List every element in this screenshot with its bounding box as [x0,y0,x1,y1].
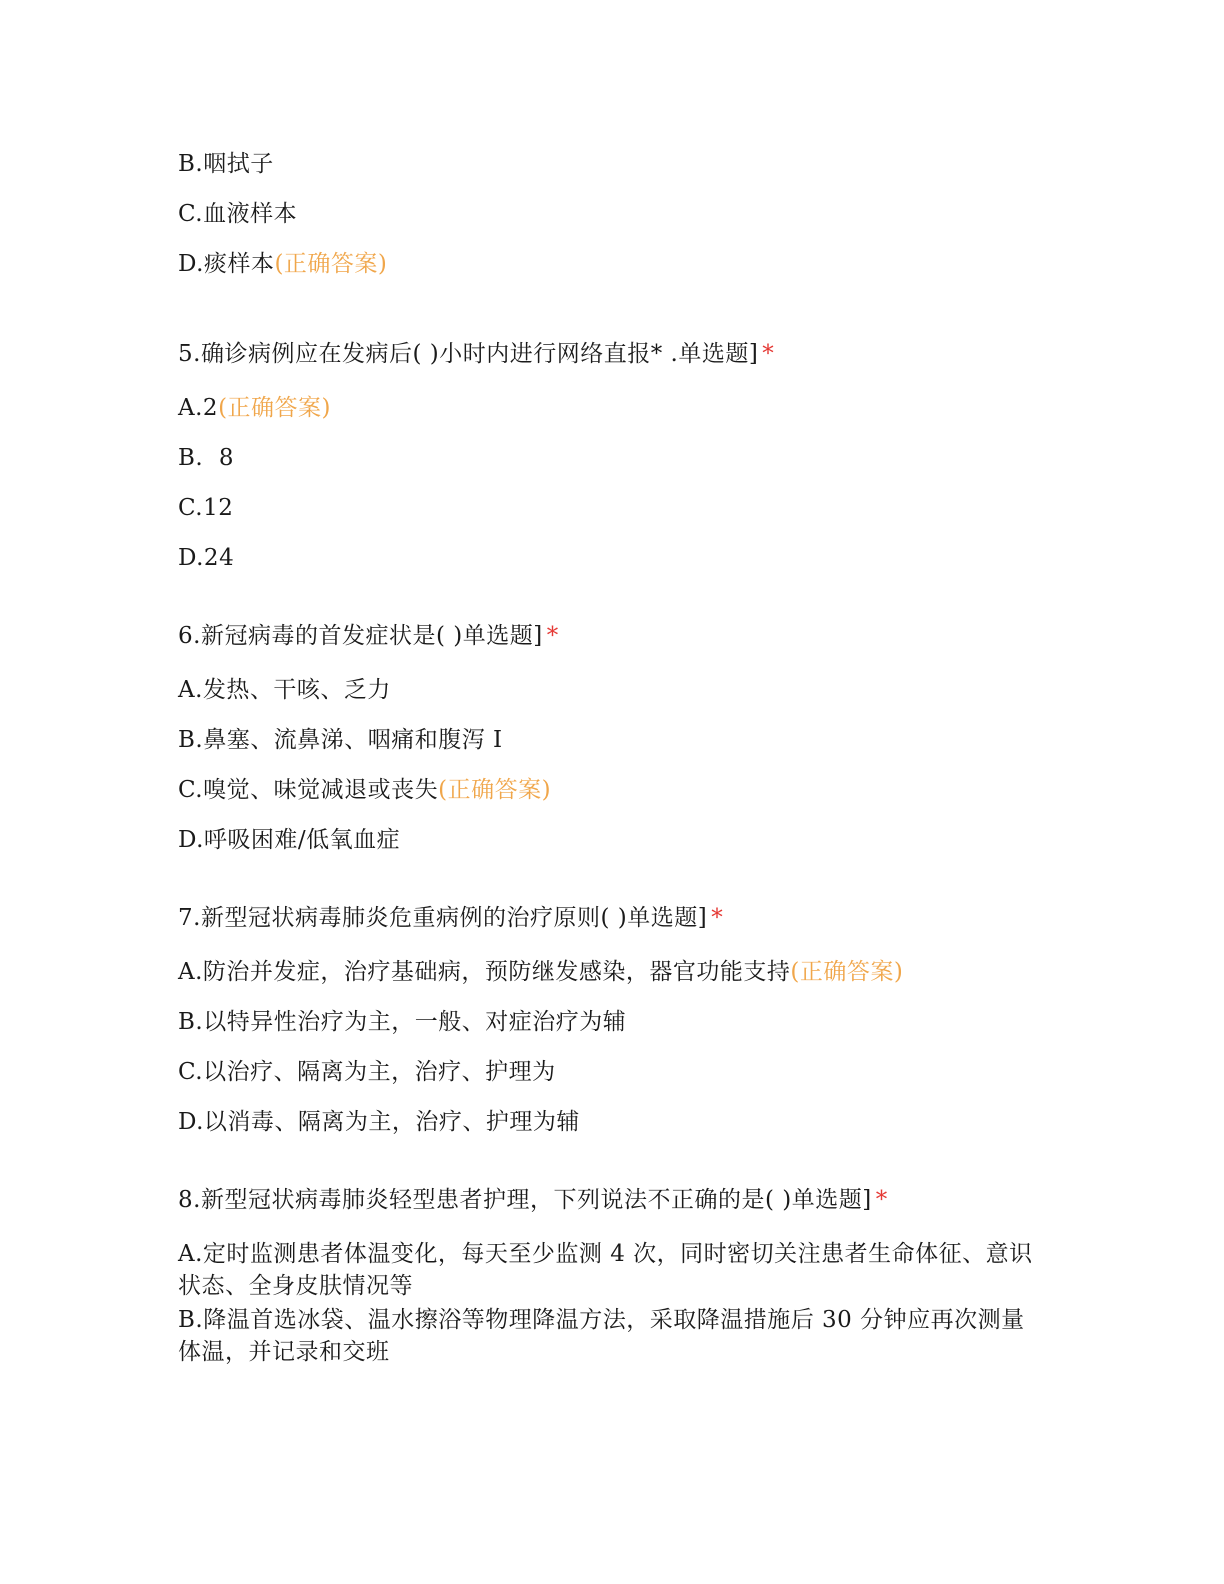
correct-answer-tag: (正确答案) [274,251,388,277]
option-8a: A.定时监测患者体温变化，每天至少监测 4 次，同时密切关注患者生命体征、意识状态、全身皮肤情况等 [178,1241,1033,1299]
option-6c: C.嗅觉、味觉减退或丧失(正确答案) [178,777,552,803]
correct-answer-tag: (正确答案) [790,959,904,985]
question-5-title: 5.确诊病例应在发病后( )小时内进行网络直报* .单选题] * [178,341,775,367]
required-star-icon: * [546,623,559,649]
required-star-icon: * [711,905,724,931]
option-6a: A.发热、干咳、乏力 [178,677,391,703]
option-7d: D.以消毒、隔离为主，治疗、护理为辅 [178,1109,580,1135]
option-4c: C.血液样本 [178,201,298,227]
question-6 [178,620,1048,856]
required-star-icon: * [875,1187,888,1213]
correct-answer-tag: (正确答案) [438,777,552,803]
question-7 [178,902,1048,1138]
question-8 [178,1184,1048,1368]
option-5a: A.2(正确答案) [178,395,332,421]
option-5b: B. 8 [178,445,234,471]
option-5c: C.12 [178,495,234,521]
option-7b: B.以特异性治疗为主，一般、对症治疗为辅 [178,1009,627,1035]
option-6d: D.呼吸困难/低氧血症 [178,827,401,853]
option-4d: D.痰样本(正确答案) [178,251,388,277]
option-7c: C.以治疗、隔离为主，治疗、护理为 [178,1059,556,1085]
required-star-icon: * [762,341,775,367]
question-5 [178,338,1048,574]
option-8b: B.降温首选冰袋、温水擦浴等物理降温方法，采取降温措施后 30 分钟应再次测量体温，并记录和交班 [178,1307,1025,1365]
question-8-title: 8.新型冠状病毒肺炎轻型患者护理，下列说法不正确的是( )单选题] * [178,1187,888,1213]
question-7-title: 7.新型冠状病毒肺炎危重病例的治疗原则( )单选题] * [178,905,724,931]
document-page [178,148,1048,1370]
correct-answer-tag: (正确答案) [218,395,332,421]
option-4b: B.咽拭子 [178,151,274,177]
option-7a: A.防治并发症，治疗基础病，预防继发感染，器官功能支持(正确答案) [178,959,904,985]
option-5d: D.24 [178,545,235,571]
question-4-options [178,148,1048,280]
question-6-title: 6.新冠病毒的首发症状是( )单选题] * [178,623,559,649]
option-6b: B.鼻塞、流鼻涕、咽痛和腹泻 I [178,727,503,753]
